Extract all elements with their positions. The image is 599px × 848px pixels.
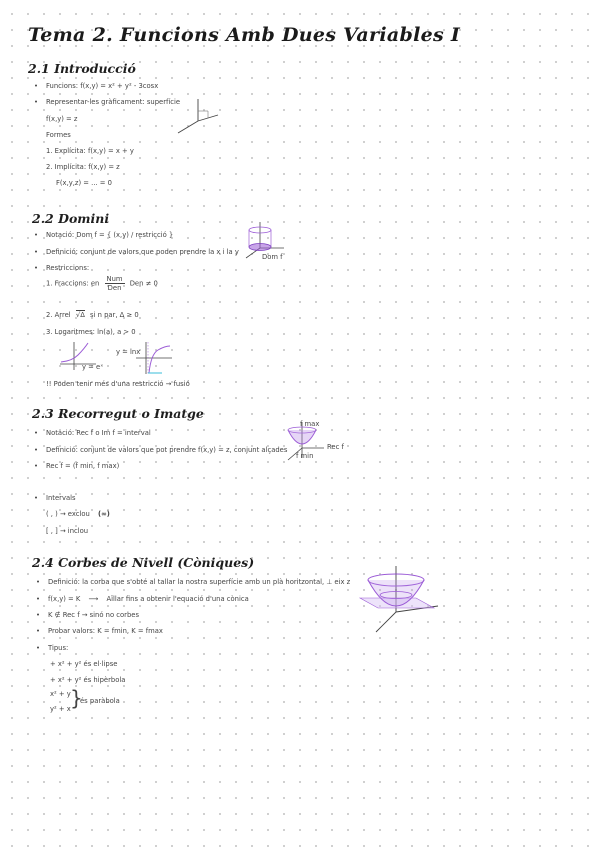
s3-bullet-notacio: Notació: Rec f o Im f = interval [46, 429, 151, 437]
bullet-marker: • [34, 429, 39, 437]
s1-line-Fxyz: F(x,y,z) = ... = 0 [56, 179, 112, 187]
page-title: Tema 2. Funcions Amb Dues Variables I [28, 24, 461, 46]
s2-arrel-condition: si n par, Δ ≥ 0 [90, 311, 139, 319]
bullet-marker: • [34, 98, 39, 106]
fmin-label: f min [296, 452, 314, 460]
bullet-marker: • [36, 595, 41, 603]
s2-bullet-definicio: Definició: conjunt de valors que poden prendre la x i la y [46, 248, 239, 256]
bullet-marker: • [36, 578, 41, 586]
s2-note-fusio: !! Poden tenir més d'una restricció → fusió [46, 380, 190, 388]
section-heading-recorregut: 2.3 Recorregut o Imatge [32, 406, 204, 421]
s4-bullet-tipus: Tipus: [48, 644, 69, 652]
s4-bullet-definicio: Definició: la corba que s'obté al tallar la nostra superfície amb un plà horitzontal, ⊥ eix z [48, 578, 351, 586]
s4-bullet-probar: Probar valors: K = fmin, K = fmax [48, 627, 163, 635]
bullet-marker: • [34, 231, 39, 239]
s2-logaritmes-line: 3. Logaritmes: ln(a), a > 0 [46, 328, 136, 336]
s2-bullet-notacio: Notació: Dom f = { (x,y) / restricció } [46, 231, 174, 239]
bullet-marker: • [34, 264, 39, 272]
level-curves-figure [356, 562, 440, 634]
s3-interval-open [46, 510, 110, 518]
ln-graph-figure [134, 340, 174, 376]
s2-arrel-label: 2. Arrel [46, 311, 71, 319]
fraction-numerator: Num [106, 275, 123, 283]
bullet-marker: • [34, 462, 39, 470]
s3-bullet-rec: Rec f = (f min, f max) [46, 462, 120, 470]
s3-bullet-intervals: Intervals [46, 494, 76, 502]
s3-interval-closed: [ , ] → inclou [46, 527, 89, 535]
bullet-marker: • [34, 494, 39, 502]
s2-fractions-line [46, 275, 158, 292]
section-heading-corbes: 2.4 Corbes de Nivell (Còniques) [32, 555, 255, 570]
section-heading-domini: 2.2 Domini [32, 211, 110, 226]
s2-bullet-restriccions: Restriccions: [46, 264, 90, 272]
s3-interval-open-text: ( , ) → exclou [46, 510, 90, 518]
s1-line-implicita: 2. Implícita: f(x,y) = z [46, 163, 120, 171]
exp-graph-label: y = eˣ [82, 363, 104, 371]
s4-fxyK-eq: f(x,y) = K [48, 595, 81, 603]
bullet-marker: • [34, 248, 39, 256]
fraction-num-den [105, 275, 125, 292]
s4-bullet-K: K ∉ Rec f → sinó no corbes [48, 611, 140, 619]
s4-fxyK-text: Aïllar fins a obtenir l'equació d'una cònica [106, 595, 249, 603]
s2-fractions-condition: Den ≠ 0 [129, 279, 158, 288]
bullet-marker: • [36, 627, 41, 635]
s4-bullet-fxyK [48, 595, 249, 603]
s1-line-formes: Formes [46, 131, 71, 139]
bullet-marker: • [36, 644, 41, 652]
s1-bullet-representar: Representar-les gràficament: superfície [46, 98, 181, 106]
s4-tipus-parabola-label: és paràbola [80, 697, 120, 705]
s1-line-explicita: 1. Explícita: f(x,y) = x + y [46, 147, 134, 155]
s1-bullet-funcions: Funcions: f(x,y) = x² + y² - 3cosx [46, 82, 159, 90]
fraction-denominator: Den [107, 284, 122, 292]
ln-graph-label: y = lnx [116, 348, 141, 356]
s4-tipus-elipse: + x² + y² és el·lipse [50, 660, 118, 668]
s4-tipus-hiperbola: + x² + y² és hipèrbola [50, 676, 126, 684]
bullet-marker: • [34, 446, 39, 454]
curly-brace-icon: } [70, 686, 83, 710]
domain-figure-label: Dom f [262, 253, 283, 261]
s3-bullet-definicio: Definició: conjunt de valors que pot prendre f(x,y) = z, conjunt alçades [46, 446, 288, 454]
bullet-marker: • [36, 611, 41, 619]
s2-fractions-label: 1. Fraccions: en [46, 279, 100, 288]
s2-arrel-line [46, 311, 139, 319]
s1-line-fxy: f(x,y) = z [46, 115, 78, 123]
fmax-label: f max [300, 420, 320, 428]
s4-tipus-parabola-a: x² + y [50, 690, 71, 698]
s4-tipus-parabola-b: y² + x [50, 705, 71, 713]
arrow-right-icon: ⟶ [88, 595, 99, 603]
section-heading-introduccio: 2.1 Introducció [28, 61, 136, 76]
root-symbol: √Δ [75, 311, 85, 319]
axes-3d-figure [172, 95, 222, 140]
rec-label: Rec f [327, 443, 344, 451]
s3-interval-infinity: (∞) [98, 510, 110, 518]
bullet-marker: • [34, 82, 39, 90]
